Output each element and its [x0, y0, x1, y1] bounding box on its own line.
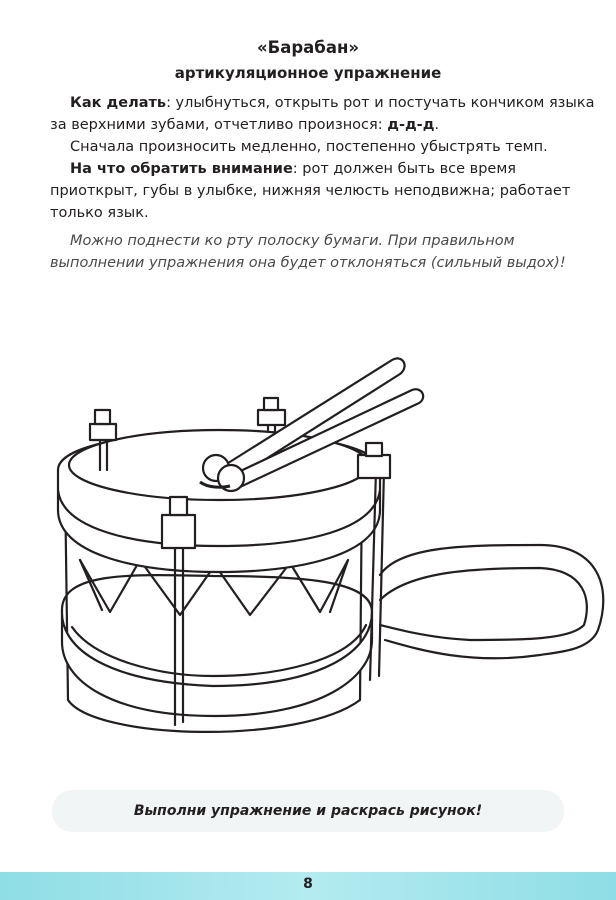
note-text [50, 230, 595, 274]
page-title: «Барабан» [256, 38, 360, 57]
attention-text: : рот должен быть все время приоткрыт, губы в улыбке, нижняя челюсть неподвижна; работает только язык. [50, 161, 571, 221]
page-subtitle: артикуляционное упражнение [174, 64, 442, 82]
drum-illustration [0, 300, 616, 780]
sounds-text: д-д-д [387, 117, 435, 133]
page-number: 8 [303, 876, 313, 892]
tempo-text: Сначала произносить медленно, постепенно убыстрять темп. [70, 139, 548, 155]
how-text: : улыбнуться, открыть рот и постучать кончиком языка за верхними зубами, отчетливо произнося: [50, 95, 595, 133]
tempo-paragraph [50, 136, 595, 158]
how-paragraph [50, 92, 595, 136]
attention-paragraph [50, 158, 595, 224]
sounds-end: . [434, 117, 440, 133]
note-content: Можно поднести ко рту полоску бумаги. При правильном выполнении упражнения она будет отклоняться (сильный выдох)! [50, 233, 566, 271]
how-label: Как делать [70, 95, 167, 111]
attention-label: На что обратить внимание [70, 161, 293, 177]
instructions [50, 92, 595, 224]
task-banner: Выполни упражнение и раскрась рисунок! [52, 790, 564, 832]
drum-strap [380, 545, 603, 658]
